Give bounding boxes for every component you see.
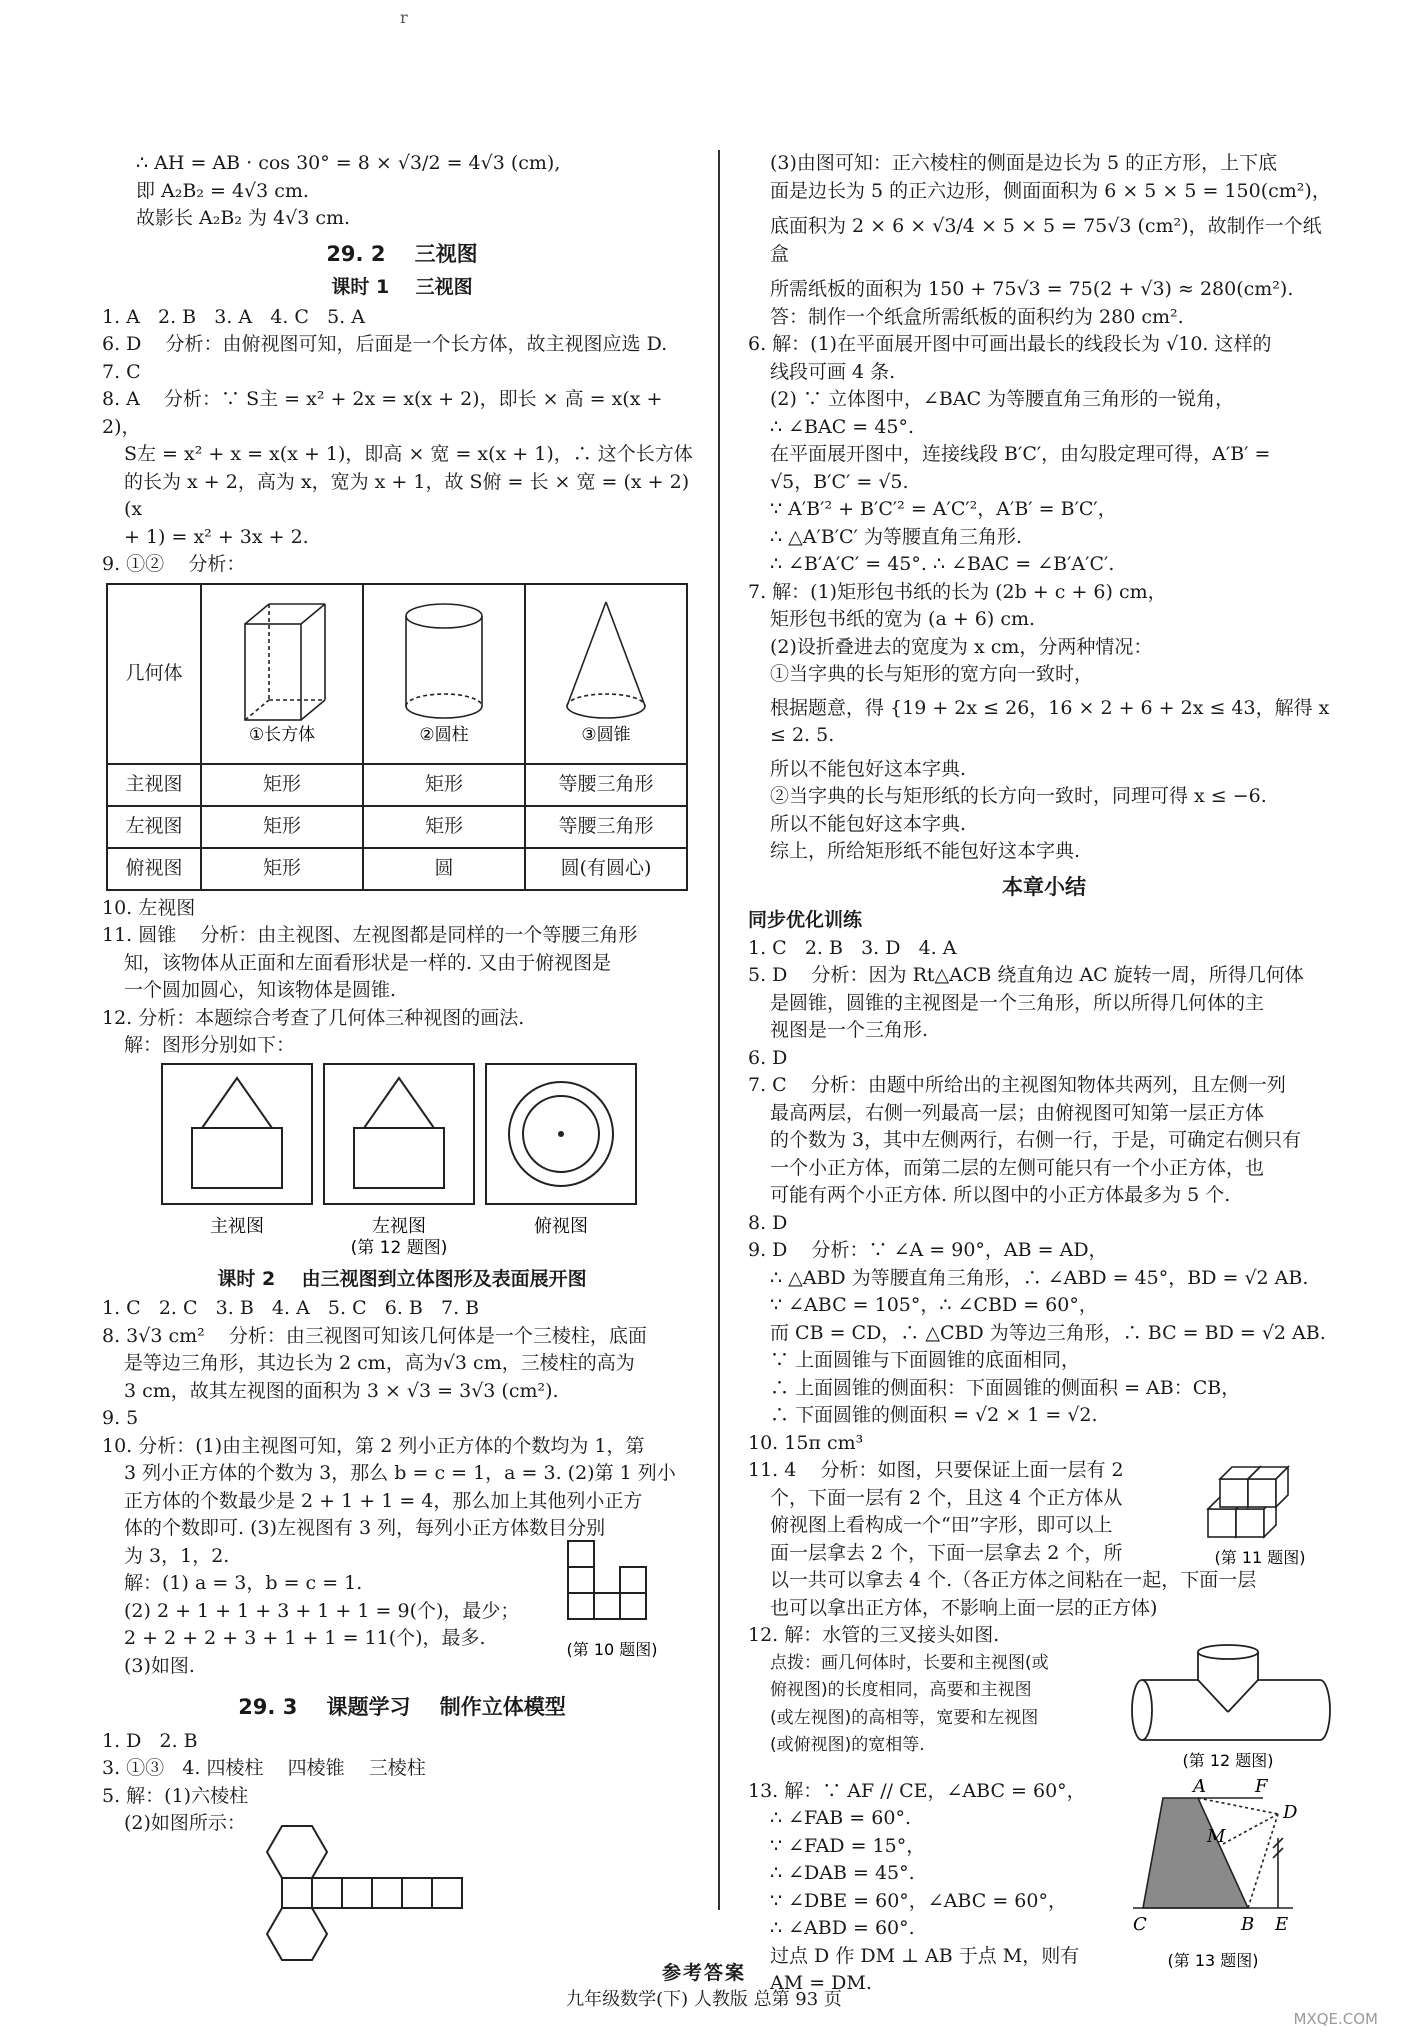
- text-line: ∴ 下面圆锥的侧面积 = √2 × 1 = √2.: [770, 1404, 1098, 1426]
- shape-label: ③圆锥: [581, 725, 631, 745]
- figure-caption: (第 12 题图): [1182, 1751, 1274, 1770]
- cuboid-cell: [201, 584, 363, 764]
- text-line: (2)如图所示：: [124, 1812, 246, 1834]
- text-line: ∴ △ABD 为等腰直角三角形，∴ ∠ABD = 45°，BD = √2 AB.: [770, 1266, 1309, 1289]
- q11-block: [748, 1457, 1340, 1622]
- text-line: 11. 4 分析：如图，只要保证上面一层有 2: [748, 1459, 1124, 1481]
- cone-drawing: [531, 594, 681, 744]
- text-line: 底面积为 2 × 6 × √3/4 × 5 × 5 = 75√3 (cm²)，故制作一个纸盒: [770, 215, 1322, 265]
- text-line: 6. D: [748, 1046, 788, 1069]
- text-line: 3. ①③ 4. 四棱柱 四棱锥 三棱柱: [102, 1757, 426, 1779]
- text-line: 10. 左视图: [102, 896, 196, 919]
- text-line: 故影长 A₂B₂ 为 4√3 cm.: [136, 207, 351, 229]
- shape-label: ②圆柱: [419, 725, 469, 745]
- text-line: 10. 15π cm³: [748, 1431, 864, 1454]
- text-line: 根据题意，得 {19 + 2x ≤ 26，16 × 2 + 6 + 2x ≤ 43，解得 x ≤ 2. 5.: [770, 696, 1336, 746]
- text-line: 2 + 2 + 2 + 3 + 1 + 1 = 11(个)，最多.: [124, 1627, 486, 1649]
- text-line: 面一层拿去 2 个，下面一层拿去 2 个，所: [770, 1541, 1123, 1564]
- table-cell: 矩形: [201, 764, 363, 806]
- section-heading: 29. 2 三视图: [326, 241, 478, 266]
- point-label: D: [1283, 1801, 1298, 1823]
- tip-text: (或俯视图)的宽相等.: [770, 1735, 925, 1755]
- text-line: ①当字典的长与矩形的宽方向一致时，: [770, 663, 1094, 685]
- text-line: 6. 解：(1)在平面展开图中可画出最长的线段长为 √10. 这样的: [748, 333, 1272, 355]
- tip-text: (或左视图)的高相等，宽要和左视图: [770, 1707, 1039, 1728]
- text-line: (2)设折叠进去的宽度为 x cm，分两种情况：: [770, 635, 1153, 658]
- table-cell: 圆(有圆心): [525, 848, 687, 890]
- three-view-table: [106, 583, 688, 891]
- text-line: 的长为 x + 2，高为 x，宽为 x + 1，故 S俯 = 长 × 宽 = (x + 2)(x: [124, 470, 690, 520]
- text-line: 8. 3√3 cm² 分析：由三视图可知该几何体是一个三棱柱，底面: [102, 1324, 647, 1347]
- text-line: 11. 圆锥 分析：由主视图、左视图都是同样的一个等腰三角形: [102, 924, 638, 946]
- text-line: 一个小正方体，而第二层的左侧可能只有一个小正方体，也: [770, 1156, 1265, 1179]
- text-line: + 1) = x² + 3x + 2.: [124, 525, 309, 548]
- text-line: 答：制作一个纸盒所需纸板的面积约为 280 cm².: [770, 305, 1184, 328]
- text-line: (3)由图可知：正六棱柱的侧面是边长为 5 的正方形，上下底: [770, 152, 1278, 174]
- text-line: 6. D 分析：由俯视图可知，后面是一个长方体，故主视图应选 D.: [102, 333, 668, 355]
- text-line: 9. 5: [102, 1407, 139, 1429]
- text-line: 俯视图上看构成一个“田”字形，即可以上: [770, 1514, 1113, 1536]
- view-name: 俯视图: [107, 848, 201, 890]
- text-line: 知，该物体从正面和左面看形状是一样的. 又由于俯视图是: [124, 951, 612, 974]
- text-line: 8. D: [748, 1211, 788, 1234]
- text-line: 的个数为 3，其中左侧两行，右侧一行，于是，可确定右侧只有: [770, 1129, 1302, 1151]
- text-line: ∵ ∠DBE = 60°，∠ABC = 60°，: [770, 1889, 1067, 1912]
- text-line: 个，下面一层有 2 个，且这 4 个正方体从: [770, 1486, 1123, 1509]
- lesson-heading: 课时 2 由三视图到立体图形及表面展开图: [217, 1267, 587, 1290]
- text-line: ②当字典的长与矩形纸的长方向一致时，同理可得 x ≤ −6.: [770, 785, 1267, 807]
- q10-block: [102, 1543, 702, 1681]
- text-line: ∴ AH = AB · cos 30° = 8 × √3/2 = 4√3 (cm),: [136, 152, 561, 174]
- text-line: 1. C 2. C 3. B 4. A 5. C 6. B 7. B: [102, 1297, 480, 1319]
- table-row: [107, 848, 687, 890]
- q12-block: [748, 1622, 1340, 1770]
- view-label: 左视图: [372, 1215, 426, 1237]
- fig10-left-view: [552, 1537, 692, 1687]
- fig13-dam: [1123, 1778, 1338, 1978]
- table-cell: 圆: [363, 848, 525, 890]
- fig-hexagonal-prism-net: [252, 1820, 592, 1970]
- figure-caption: (第 13 题图): [1167, 1950, 1259, 1970]
- text-line: 综上，所给矩形纸不能包好这本字典.: [770, 840, 1081, 862]
- text-line: 1. C 2. B 3. D 4. A: [748, 936, 957, 959]
- fig11-cubes: [1188, 1447, 1333, 1572]
- shape-label: ①长方体: [248, 725, 316, 745]
- text-line: 线段可画 4 条.: [770, 360, 896, 383]
- cuboid-drawing: [207, 594, 357, 744]
- footer-title: 参考答案: [661, 1962, 746, 1984]
- text-line: ∵ 上面圆锥与下面圆锥的底面相同，: [770, 1349, 1081, 1371]
- top-mark: r: [400, 8, 408, 27]
- text-line: ∴ △A′B′C′ 为等腰直角三角形.: [770, 525, 1022, 548]
- table-cell: 矩形: [363, 806, 525, 848]
- text-line: 12. 解：水管的三叉接头如图.: [748, 1624, 1000, 1646]
- table-row-head: 几何体: [107, 584, 201, 764]
- text-line: AM = DM.: [770, 1972, 872, 1994]
- text-line: 12. 分析：本题综合考查了几何体三种视图的画法.: [102, 1006, 525, 1029]
- fig12-tee-pipe: [1128, 1642, 1338, 1772]
- text-line: 一个圆加圆心，知该物体是圆锥.: [124, 979, 397, 1001]
- text-line: 所以不能包好这本字典.: [770, 812, 967, 835]
- text-line: 在平面展开图中，连接线段 B′C′，由勾股定理可得，A′B′ =: [770, 443, 1271, 465]
- text-line: ∴ ∠BAC = 45°.: [770, 415, 914, 438]
- text-line: 正方体的个数最少是 2 + 1 + 1 = 4，那么加上其他列小正方: [124, 1489, 643, 1512]
- text-line: 是等边三角形，其边长为 2 cm，高为√3 cm，三棱柱的高为: [124, 1352, 635, 1374]
- left-column: [102, 150, 702, 1970]
- text-line: 而 CB = CD，∴ △CBD 为等边三角形，∴ BC = BD = √2 AB.: [770, 1321, 1326, 1344]
- text-line: 1. A 2. B 3. A 4. C 5. A: [102, 305, 365, 328]
- view-label: 俯视图: [534, 1215, 588, 1237]
- text-line: (3)如图.: [124, 1654, 195, 1677]
- text-line: 面是边长为 5 的正六边形，侧面面积为 6 × 5 × 5 = 150(cm²)，: [770, 179, 1331, 202]
- text-line: 矩形包书纸的宽为 (a + 6) cm.: [770, 608, 1036, 630]
- text-line: 可能有两个小正方体. 所以图中的小正方体最多为 5 个.: [770, 1184, 1231, 1206]
- text-line: ∵ ∠FAD = 15°，: [770, 1834, 926, 1857]
- text-line: 7. C 分析：由题中所给出的主视图知物体共两列，且左侧一列: [748, 1074, 1286, 1096]
- text-line: 5. 解：(1)六棱柱: [102, 1784, 249, 1807]
- point-label: E: [1275, 1913, 1289, 1935]
- text-line: 体的个数即可. (3)左视图有 3 列，每列小正方体数目分别: [124, 1517, 606, 1539]
- text-line: ∴ 上面圆锥的侧面积：下面圆锥的侧面积 = AB：CB，: [770, 1376, 1241, 1399]
- text-line: 所需纸板的面积为 150 + 75√3 = 75(2 + √3) ≈ 280(cm²).: [770, 278, 1294, 300]
- point-label: M: [1207, 1825, 1226, 1847]
- tip-text: 俯视图)的长度相同，高要和主视图: [770, 1680, 1032, 1700]
- figure-caption: (第 11 题图): [1214, 1548, 1306, 1567]
- table-cell: 等腰三角形: [525, 764, 687, 806]
- right-column: [748, 150, 1340, 1998]
- text-line: 9. D 分析：∵ ∠A = 90°，AB = AD，: [748, 1239, 1108, 1261]
- text-line: 最高两层，右侧一列最高一层；由俯视图可知第一层正方体: [770, 1101, 1265, 1124]
- text-line: 9. ①② 分析：: [102, 553, 246, 575]
- point-label: F: [1255, 1777, 1268, 1797]
- fig12-three-views: [102, 1060, 662, 1256]
- text-line: 5. D 分析：因为 Rt△ACB 绕直角边 AC 旋转一周，所得几何体: [748, 964, 1304, 986]
- text-line: 3 列小正方体的个数为 3，那么 b = c = 1，a = 3. (2)第 1 列小: [124, 1462, 676, 1484]
- text-line: 解：图形分别如下：: [124, 1034, 296, 1056]
- text-line: √5，B′C′ = √5.: [770, 470, 909, 493]
- table-cell: 等腰三角形: [525, 806, 687, 848]
- section-heading: 本章小结: [1002, 874, 1086, 899]
- text-line: 为 3，1，2.: [124, 1544, 230, 1567]
- text-line: ∵ A′B′² + B′C′² = A′C′²，A′B′ = B′C′，: [770, 498, 1117, 520]
- text-line: 13. 解：∵ AF // CE，∠ABC = 60°，: [748, 1779, 1086, 1802]
- lesson-heading: 课时 1 三视图: [331, 276, 473, 298]
- table-row: [107, 764, 687, 806]
- cylinder-cell: [363, 584, 525, 764]
- text-line: (2) ∵ 立体图中，∠BAC 为等腰直角三角形的一锐角，: [770, 388, 1235, 410]
- text-line: 也可以拿出正方体，不影响上面一层的正方体): [770, 1596, 1158, 1619]
- text-line: ∴ ∠ABD = 60°.: [770, 1917, 915, 1939]
- text-line: 10. 分析：(1)由主视图可知，第 2 列小正方体的个数均为 1，第: [102, 1434, 645, 1457]
- subsection-heading: 同步优化训练: [748, 909, 863, 931]
- watermark: MXQE.COM: [1293, 2010, 1378, 2028]
- table-cell: 矩形: [201, 848, 363, 890]
- cylinder-drawing: [369, 594, 519, 744]
- text-line: ∴ ∠FAB = 60°.: [770, 1807, 911, 1829]
- text-line: 过点 D 作 DM ⊥ AB 于点 M，则有: [770, 1944, 1080, 1967]
- cone-cell: [525, 584, 687, 764]
- section-heading: 29. 3 课题学习 制作立体模型: [238, 1695, 566, 1719]
- page-footer: [0, 1958, 1408, 2011]
- view-name: 主视图: [107, 764, 201, 806]
- footer-info: 九年级数学(下) 人教版 总第 93 页: [566, 1989, 842, 2010]
- text-line: 1. D 2. B: [102, 1729, 198, 1752]
- view-label: 主视图: [210, 1215, 264, 1237]
- tip-text: 点拨：画几何体时，长要和主视图(或: [770, 1652, 1049, 1673]
- point-label: B: [1241, 1913, 1255, 1935]
- table-cell: 矩形: [363, 764, 525, 806]
- figure-caption: (第 10 题图): [566, 1639, 658, 1659]
- table-row: [107, 806, 687, 848]
- text-line: ∴ ∠DAB = 45°.: [770, 1862, 915, 1884]
- table-cell: 矩形: [201, 806, 363, 848]
- text-line: 视图是一个三角形.: [770, 1019, 929, 1041]
- text-line: 即 A₂B₂ = 4√3 cm.: [136, 179, 309, 202]
- text-line: 解：(1) a = 3，b = c = 1.: [124, 1572, 363, 1594]
- text-line: S左 = x² + x = x(x + 1)，即高 × 宽 = x(x + 1)，∴ 这个长方体: [124, 443, 693, 465]
- text-line: 8. A 分析：∵ S主 = x² + 2x = x(x + 2)，即长 × 高 = x(x + 2)，: [102, 388, 669, 438]
- text-line: 7. 解：(1)矩形包书纸的长为 (2b + c + 6) cm，: [748, 580, 1167, 603]
- text-line: 以一共可以拿去 4 个.（各正方体之间粘在一起，下面一层: [770, 1569, 1257, 1591]
- view-name: 左视图: [107, 806, 201, 848]
- column-divider: [718, 150, 720, 1910]
- text-line: 3 cm，故其左视图的面积为 3 × √3 = 3√3 (cm²).: [124, 1379, 559, 1402]
- point-label: A: [1193, 1777, 1206, 1797]
- text-line: 7. C: [102, 360, 141, 383]
- text-line: 是圆锥，圆锥的主视图是一个三角形，所以所得几何体的主: [770, 991, 1265, 1014]
- text-line: 所以不能包好这本字典.: [770, 757, 967, 780]
- text-line: ∵ ∠ABC = 105°，∴ ∠CBD = 60°，: [770, 1294, 1098, 1316]
- point-label: C: [1133, 1913, 1147, 1935]
- figure-caption: (第 12 题图): [350, 1237, 448, 1256]
- text-line: (2) 2 + 1 + 1 + 3 + 1 + 1 = 9(个)，最少；: [124, 1599, 520, 1622]
- text-line: ∴ ∠B′A′C′ = 45°. ∴ ∠BAC = ∠B′A′C′.: [770, 553, 1115, 575]
